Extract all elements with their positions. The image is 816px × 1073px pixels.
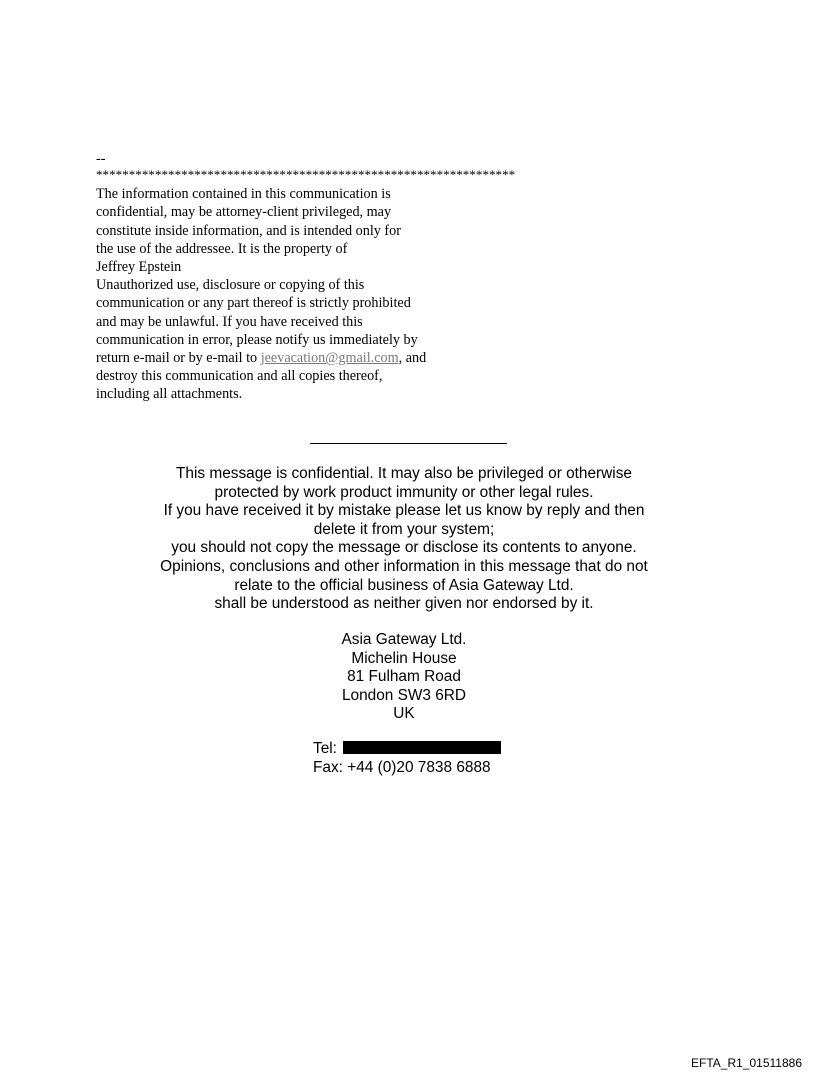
signature-line: Unauthorized use, disclosure or copying of this xyxy=(96,277,365,294)
return-prefix-text: return e-mail or by e-mail to xyxy=(96,350,261,367)
address-line: 81 Fulham Road xyxy=(347,668,461,686)
fax-row xyxy=(313,759,501,778)
notice-line: protected by work product immunity or other legal rules. xyxy=(214,483,594,501)
signature-line: communication in error, please notify us immediately by xyxy=(96,331,418,348)
address-country: UK xyxy=(393,705,415,723)
notice-line: This message is confidential. It may also be privileged or otherwise xyxy=(176,465,632,482)
fax-label: Fax: xyxy=(313,758,343,776)
tel-label: Tel: xyxy=(313,740,337,757)
signature-separator: -- xyxy=(96,151,106,167)
fax-number: +44 (0)20 7838 6888 xyxy=(347,758,491,776)
notice-line: If you have received it by mistake please let us know by reply and then xyxy=(163,502,645,520)
notice-line: you should not copy the message or disclose its contents to anyone. xyxy=(171,539,637,557)
signature-line: the use of the addressee. It is the property of xyxy=(96,240,348,257)
notice-line: relate to the official business of Asia Gateway Ltd. xyxy=(234,576,574,594)
address-line: London SW3 6RD xyxy=(341,686,467,704)
document-id: EFTA_R1_01511886 xyxy=(691,1056,802,1070)
confidentiality-notice xyxy=(100,465,708,614)
signature-line: communication or any part thereof is strictly prohibited xyxy=(96,295,411,312)
signature-return-line xyxy=(96,349,616,367)
email-signature-disclaimer xyxy=(96,150,616,404)
signature-line: The information contained in this communication is xyxy=(96,186,391,203)
notice-line: shall be understood as neither given nor endorsed by it. xyxy=(214,595,594,613)
horizontal-rule xyxy=(310,443,507,444)
signature-line: confidential, may be attorney-client privileged, may xyxy=(96,204,392,221)
signature-line: constitute inside information, and is intended only for xyxy=(96,222,401,239)
signature-line: including all attachments. xyxy=(96,386,243,403)
return-suffix-text: , and xyxy=(398,350,427,367)
signature-line: destroy this communication and all copies thereof, xyxy=(96,368,383,385)
notice-line: Opinions, conclusions and other information in this message that do not xyxy=(160,557,648,575)
redaction-box xyxy=(343,741,501,754)
company-address xyxy=(100,631,708,724)
address-line: Michelin House xyxy=(351,649,457,667)
signature-owner-name: Jeffrey Epstein xyxy=(96,259,182,276)
email-link[interactable]: jeevacation@gmail.com xyxy=(260,350,399,367)
signature-line: and may be unlawful. If you have received this xyxy=(96,313,363,330)
tel-row xyxy=(313,740,501,759)
notice-line: delete it from your system; xyxy=(313,520,495,538)
asterisk-divider: **************************************************************** xyxy=(96,167,516,183)
company-name: Asia Gateway Ltd. xyxy=(341,631,467,648)
contact-details xyxy=(313,740,501,777)
